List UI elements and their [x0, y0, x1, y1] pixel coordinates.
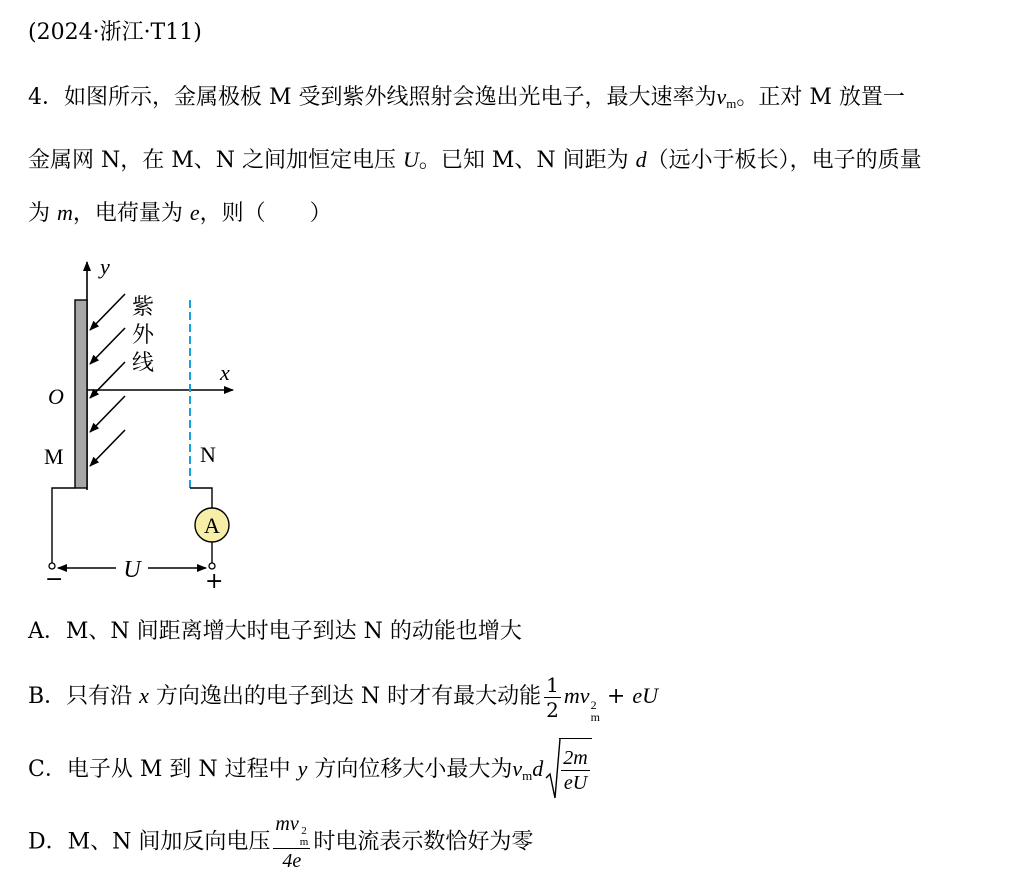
uv-label-char-1: 紫 [132, 295, 155, 320]
option-b-plus: + [599, 684, 633, 709]
stem-text-3b: ，电荷量为 [72, 201, 190, 226]
option-d-text-b: 时电流表示数恰好为零 [313, 829, 534, 855]
wire-left [52, 488, 75, 564]
stem-text-3c: ，则（ ） [199, 201, 332, 226]
uv-label-char-3: 线 [132, 351, 155, 376]
origin-label: O [48, 384, 64, 409]
option-b-letter: B． [28, 684, 67, 709]
minus-sign: − [45, 567, 64, 592]
question-number: 4． [28, 85, 64, 110]
option-c-y: y [297, 756, 308, 781]
stem-text-2a: 金属网 N，在 M、N 之间加恒定电压 [28, 148, 403, 173]
plate-m-label: M [44, 444, 64, 469]
mass-symbol: m [57, 200, 73, 225]
photoelectric-diagram [28, 252, 248, 592]
metal-plate-m [75, 300, 87, 488]
voltage-symbol: U [403, 147, 419, 172]
x-axis-label: x [220, 360, 230, 385]
voltage-label: U [123, 557, 141, 583]
option-b-text-a: 只有沿 [66, 684, 140, 709]
option-b-text-b: 方向逸出的电子到达 N 时才有最大动能 [148, 684, 542, 709]
plus-sign: + [205, 569, 224, 592]
question-line-2 [28, 145, 922, 176]
uv-label-char-2: 外 [132, 323, 155, 348]
option-c[interactable] [28, 737, 592, 808]
source-tag: (2024·浙江·T11) [28, 20, 202, 45]
option-d[interactable] [28, 812, 533, 873]
option-c-text-b: 方向位移大小最大为 [307, 757, 513, 782]
uv-rays [90, 294, 125, 466]
question-line-1 [28, 82, 905, 119]
option-b-eu: eU [632, 683, 658, 708]
option-d-letter: D． [28, 829, 68, 855]
stem-text-1b: 。正对 M 放置一 [736, 85, 905, 110]
option-b-mv2: mv 2 m [563, 683, 600, 724]
option-c-d: d [532, 756, 544, 781]
option-c-sqrt: $\frac{2m}{eU}$ [545, 738, 591, 803]
option-c-text-a: 电子从 M 到 N 过程中 [66, 757, 298, 782]
option-a-letter: A． [28, 619, 66, 644]
option-c-vm: $v_m$ [512, 756, 533, 783]
stem-text-2b: 。已知 M、N 间距为 [418, 148, 636, 173]
option-d-text-a: M、N 间加反向电压 [67, 829, 271, 855]
option-b-x: x [139, 683, 149, 708]
option-a-text: M、N 间距离增大时电子到达 N 的动能也增大 [65, 619, 522, 644]
option-b-half-fraction: $\frac{1}{2}$ [546, 672, 559, 722]
option-d-fraction: mv 2 m 4e [275, 813, 309, 872]
vm-symbol: $v_m$ [716, 84, 737, 111]
wire-right-top [190, 488, 212, 508]
option-c-letter: C． [28, 757, 67, 782]
charge-symbol: e [189, 200, 200, 225]
question-line-3 [28, 198, 332, 229]
option-a[interactable] [28, 617, 522, 647]
y-axis-label: y [100, 254, 110, 279]
stem-text-1a: 如图所示，金属极板 M 受到紫外线照射会逸出光电子，最大速率为 [64, 85, 717, 110]
option-b[interactable] [28, 666, 658, 727]
mesh-n-label: N [200, 442, 216, 467]
ammeter-label: A [204, 513, 220, 538]
stem-text-2c: （远小于板长），电子的质量 [646, 148, 922, 173]
stem-text-3a: 为 [28, 201, 57, 226]
distance-symbol: d [635, 147, 647, 172]
